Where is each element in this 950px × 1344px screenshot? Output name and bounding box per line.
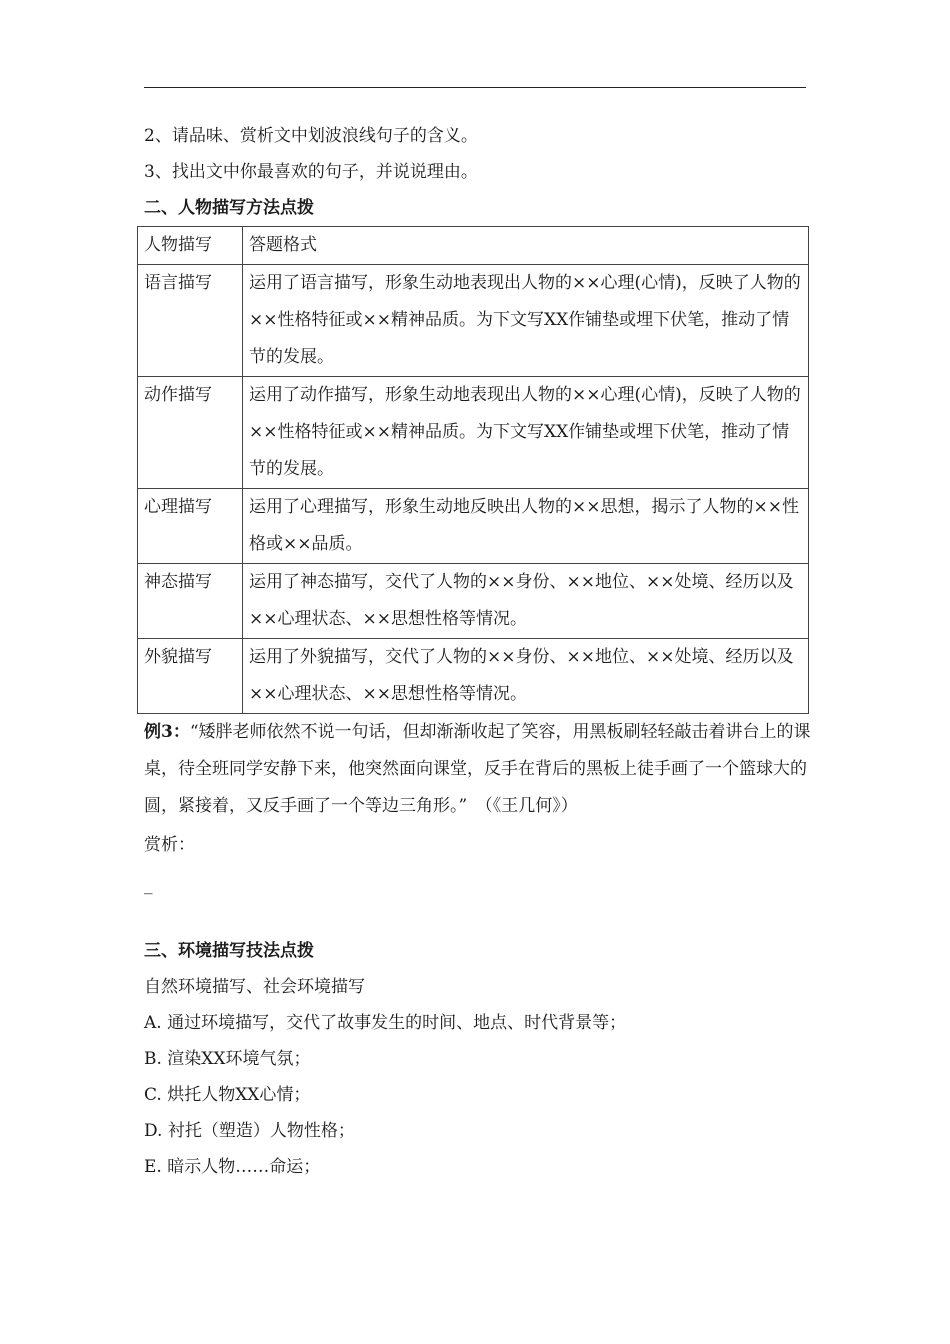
table-row [138, 489, 809, 564]
section-3-intro: 自然环境描写、社会环境描写 [144, 977, 365, 997]
table-cell-type: 语言描写 [138, 265, 243, 377]
table-row [138, 639, 809, 714]
list-item: C. 烘托人物XX心情； [144, 1085, 311, 1105]
answer-blank: _ [144, 875, 153, 895]
table-header-cell: 答题格式 [243, 227, 809, 265]
table-cell-format: 运用了语言描写，形象生动地表现出人物的××心理(心情)，反映了人物的××性格特征或××精神品质。为下文写XX作铺垫或埋下伏笔，推动了情节的发展。 [243, 265, 809, 377]
description-method-table [137, 226, 809, 714]
section-2-heading: 二、人物描写方法点拨 [144, 198, 314, 218]
spacer [144, 903, 816, 933]
table-cell-type: 动作描写 [138, 377, 243, 489]
list-item: A. 通过环境描写，交代了故事发生的时间、地点、时代背景等； [144, 1013, 627, 1033]
table-cell-type: 外貌描写 [138, 639, 243, 714]
section-3-heading: 三、环境描写技法点拨 [144, 941, 314, 961]
table-row [138, 564, 809, 639]
document-body [144, 118, 816, 1185]
list-item: E. 暗示人物……命运； [144, 1157, 321, 1177]
example-3-label: 例3： [144, 722, 190, 742]
appreciate-label: 赏析： [144, 835, 195, 855]
example-3-text: “矮胖老师依然不说一句话，但却渐渐收起了笑容，用黑板刷轻轻敲击着讲台上的课桌，待全班同学安静下来，他突然面向课堂，反手在背后的黑板上徒手画了一个篮球大的圆，紧接着，又反手画了一个等边三角形。” （《王几何》） [144, 722, 811, 816]
table-cell-format: 运用了神态描写，交代了人物的××身份、××地位、××处境、经历以及××心理状态、××思想性格等情况。 [243, 564, 809, 639]
table-cell-type: 神态描写 [138, 564, 243, 639]
question-2: 2、请品味、赏析文中划波浪线句子的含义。 [144, 126, 478, 146]
table-cell-type: 心理描写 [138, 489, 243, 564]
table-header-row [138, 227, 809, 265]
list-item: D. 衬托（塑造）人物性格； [144, 1121, 355, 1141]
table-cell-format: 运用了心理描写，形象生动地反映出人物的××思想，揭示了人物的××性格或××品质。 [243, 489, 809, 564]
table-cell-format: 运用了外貌描写，交代了人物的××身份、××地位、××处境、经历以及××心理状态、××思想性格等情况。 [243, 639, 809, 714]
example-3-paragraph [144, 714, 816, 825]
header-rule [144, 87, 806, 88]
table-cell-format: 运用了动作描写，形象生动地表现出人物的××心理(心情)，反映了人物的××性格特征或××精神品质。为下文写XX作铺垫或埋下伏笔，推动了情节的发展。 [243, 377, 809, 489]
table-row [138, 377, 809, 489]
list-item: B. 渲染XX环境气氛； [144, 1049, 311, 1069]
question-3: 3、找出文中你最喜欢的句子，并说说理由。 [144, 162, 478, 182]
table-header-cell: 人物描写 [138, 227, 243, 265]
table-row [138, 265, 809, 377]
